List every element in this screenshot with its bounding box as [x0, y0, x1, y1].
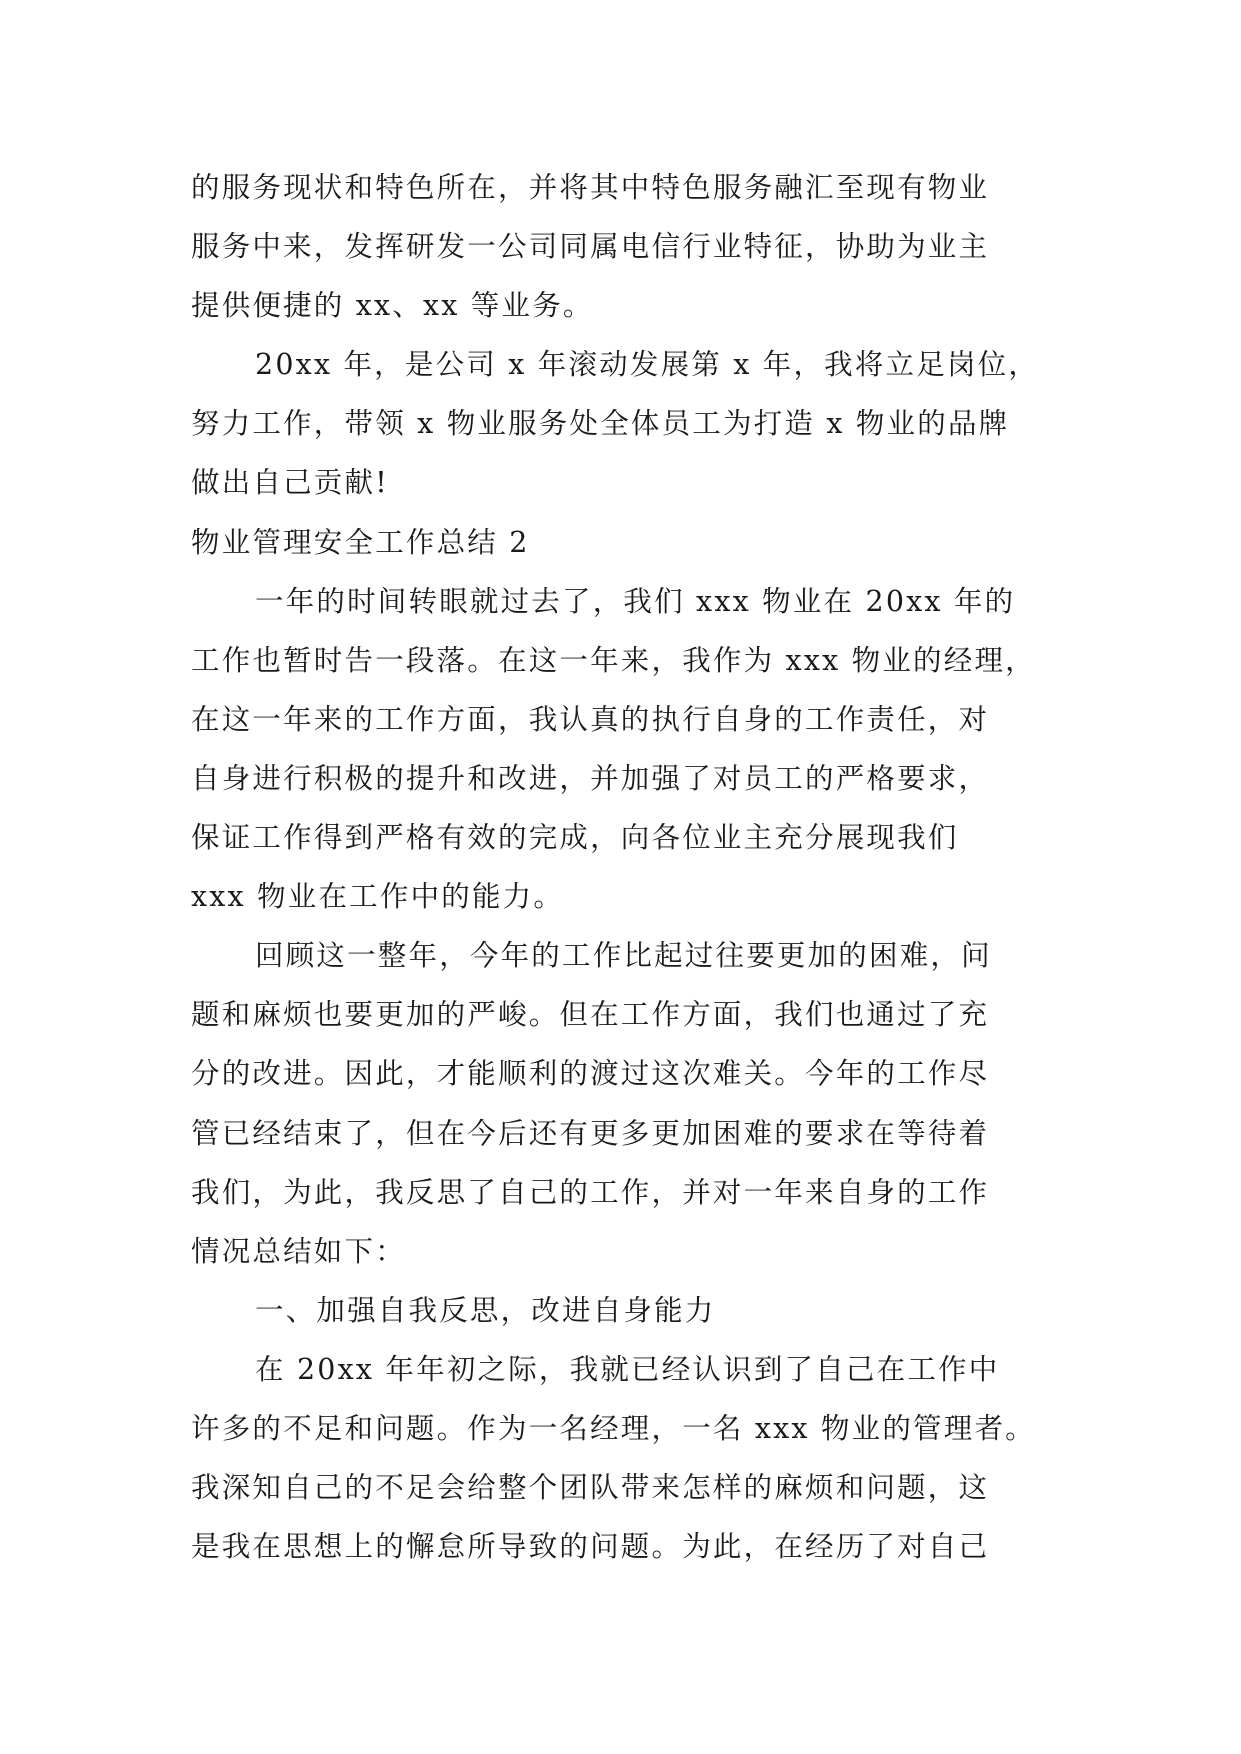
text-line: 努力工作，带领 x 物业服务处全体员工为打造 x 物业的品牌 — [191, 407, 1010, 441]
text-line: 保证工作得到严格有效的完成，向各位业主充分展现我们 — [191, 821, 959, 855]
text-line: 我深知自己的不足会给整个团队带来怎样的麻烦和问题，这 — [191, 1471, 990, 1505]
document-body — [191, 158, 1051, 1576]
text-line: 一、加强自我反思，改进自身能力 — [255, 1293, 716, 1327]
text-line: 回顾这一整年，今年的工作比起过往要更加的困难，问 — [255, 939, 992, 973]
section-heading: 物业管理安全工作总结 2 — [191, 525, 530, 559]
text-line: 情况总结如下： — [191, 1234, 406, 1268]
text-line: 在这一年来的工作方面，我认真的执行自身的工作责任，对 — [191, 702, 990, 736]
text-line: 是我在思想上的懈怠所导致的问题。为此，在经历了对自己 — [191, 1530, 990, 1564]
text-line: 工作也暂时告一段落。在这一年来，我作为 xxx 物业的经理， — [191, 643, 1036, 677]
text-line: 服务中来，发挥研发一公司同属电信行业特征，协助为业主 — [191, 230, 990, 264]
text-line: 管已经结束了，但在今后还有更多更加困难的要求在等待着 — [191, 1116, 990, 1150]
text-line: 分的改进。因此，才能顺利的渡过这次难关。今年的工作尽 — [191, 1057, 990, 1091]
text-line: 的服务现状和特色所在，并将其中特色服务融汇至现有物业 — [191, 171, 990, 204]
text-line: 一年的时间转眼就过去了，我们 xxx 物业在 20xx 年的 — [255, 584, 1016, 618]
text-line: 我们，为此，我反思了自己的工作，并对一年来自身的工作 — [191, 1175, 990, 1209]
text-line: 20xx 年，是公司 x 年滚动发展第 x 年，我将立足岗位， — [255, 348, 1040, 382]
text-line: 自身进行积极的提升和改进，并加强了对员工的严格要求， — [191, 761, 990, 795]
text-line: 提供便捷的 xx、xx 等业务。 — [191, 289, 594, 323]
text-line: 做出自己贡献! — [191, 466, 389, 500]
text-line: 在 20xx 年年初之际，我就已经认识到了自己在工作中 — [255, 1352, 1000, 1386]
text-line: 题和麻烦也要更加的严峻。但在工作方面，我们也通过了充 — [191, 998, 990, 1032]
text-line: xxx 物业在工作中的能力。 — [191, 880, 565, 914]
text-line: 许多的不足和问题。作为一名经理，一名 xxx 物业的管理者。 — [191, 1411, 1036, 1445]
